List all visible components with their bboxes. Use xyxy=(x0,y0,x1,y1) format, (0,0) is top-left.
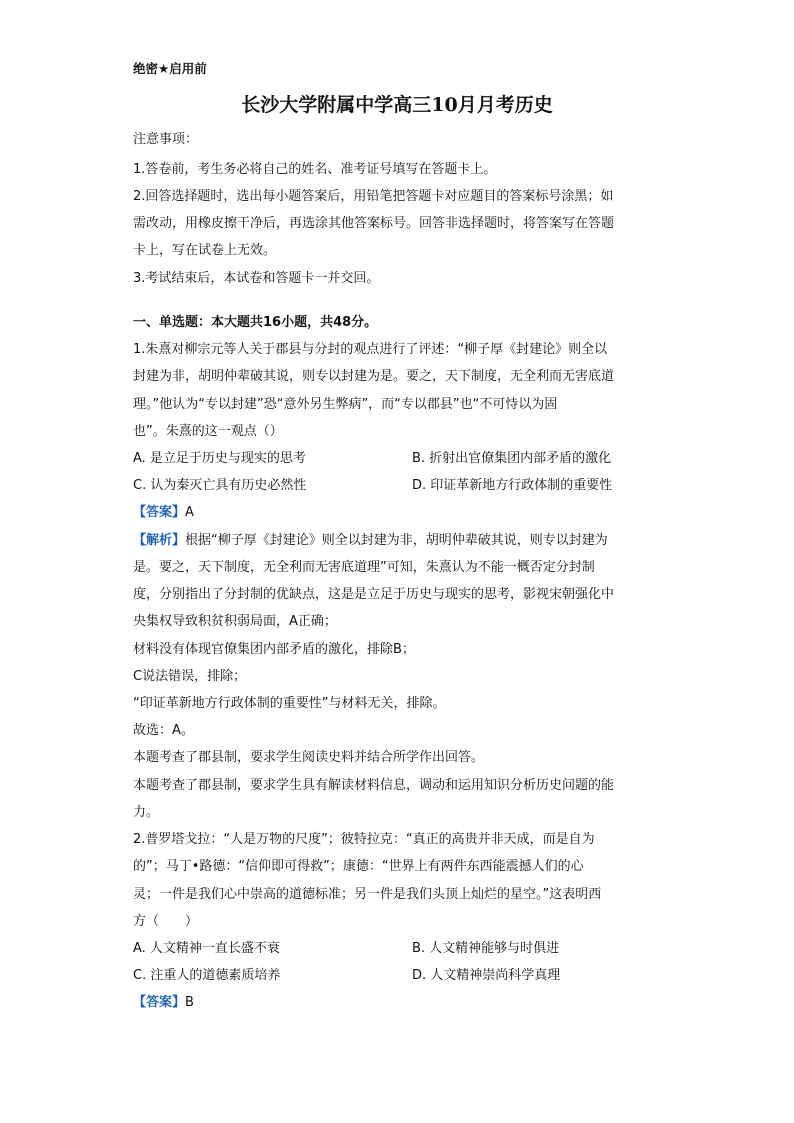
q1-analysis-line: “印证革新地方行政体制的重要性”与材料无关，排除。 xyxy=(133,696,446,711)
q1-option-d: D. 印证革新地方行政体制的重要性 xyxy=(412,478,613,493)
q1-analysis-line: 度，分别指出了分封制的优缺点，这是是立足于历史与现实的思考，影视宋朝强化中 xyxy=(133,587,615,602)
q1-analysis-line: 是。要之，天下制度，无全利而无害底道理”可知，朱熹认为不能一概否定分封制 xyxy=(133,560,595,575)
q2-stem-line: 2.普罗塔戈拉：“人是万物的尺度”；彼特拉克：“真正的高贵并非天成，而是自为 xyxy=(133,832,595,847)
q1-option-b: B. 折射出官僚集团内部矛盾的激化 xyxy=(412,451,612,466)
page-title: 长沙大学附属中学高三10月月考历史 xyxy=(241,94,553,116)
q1-analysis-line: C说法错误，排除； xyxy=(133,669,247,684)
q1-stem-line: 也”。朱熹的这一观点（） xyxy=(133,424,283,439)
answer-value: B xyxy=(185,995,194,1010)
notice-heading: 注意事项： xyxy=(133,132,199,147)
analysis-text: 根据“柳子厚《封建论》则全以封建为非，胡明仲辈破其说，则专以封建为 xyxy=(185,533,608,548)
q2-answer xyxy=(133,994,194,1012)
q1-analysis-line xyxy=(133,532,608,550)
section-heading: 一、单选题：本大题共16小题，共48分。 xyxy=(133,315,378,330)
q1-analysis-line: 力。 xyxy=(133,805,160,820)
q2-option-a: A. 人文精神一直长盛不衰 xyxy=(133,941,280,956)
q1-analysis-line: 央集权导致积贫积弱局面，A正确； xyxy=(133,614,337,629)
q1-answer xyxy=(133,504,194,522)
q2-stem-line: 灵；一件是我们心中崇高的道德标准；另一件是我们头顶上灿烂的星空。”这表明西 xyxy=(133,887,602,902)
q2-option-b: B. 人文精神能够与时俱进 xyxy=(412,941,560,956)
notice-line: 1.答卷前，考生务必将自己的姓名、准考证号填写在答题卡上。 xyxy=(133,162,497,177)
secret-mark: 绝密★启用前 xyxy=(133,61,207,76)
q2-stem-line: 方（ ） xyxy=(133,914,199,929)
q2-stem-line: 的”；马丁•路德：“信仰即可得救”；康德：“世界上有两件东西能震撼人们的心 xyxy=(133,859,584,874)
answer-value: A xyxy=(185,505,194,520)
q1-analysis-line: 材料没有体现官僚集团内部矛盾的激化，排除B； xyxy=(133,642,415,657)
notice-line: 需改动，用橡皮擦干净后，再选涂其他答案标号。回答非选择题时，将答案写在答题 xyxy=(133,216,615,231)
q1-stem-line: 理。”他认为“专以封建”恐“意外另生弊病”，而“专以郡县”也“不可恃以为固 xyxy=(133,397,558,412)
q1-analysis-line: 故选：A。 xyxy=(133,723,194,738)
q1-option-a: A. 是立足于历史与现实的思考 xyxy=(133,451,306,466)
q2-option-c: C. 注重人的道德素质培养 xyxy=(133,968,281,983)
notice-line: 3.考试结束后，本试卷和答题卡一并交回。 xyxy=(133,271,380,286)
notice-line: 2.回答选择题时，选出每小题答案后，用铅笔把答题卡对应题目的答案标号涂黑；如 xyxy=(133,189,614,204)
q1-analysis-line: 本题考查了郡县制，要求学生具有解读材料信息，调动和运用知识分析历史问题的能 xyxy=(133,778,615,793)
analysis-tag: 【解析】 xyxy=(133,533,186,548)
answer-tag: 【答案】 xyxy=(133,995,186,1010)
q1-stem-line: 封建为非，胡明仲辈破其说，则专以封建为是。要之，天下制度，无全利而无害底道 xyxy=(133,369,615,384)
q1-option-c: C. 认为秦灭亡具有历史必然性 xyxy=(133,478,307,493)
answer-tag: 【答案】 xyxy=(133,505,186,520)
q1-analysis-line: 本题考查了郡县制，要求学生阅读史料并结合所学作出回答。 xyxy=(133,750,485,765)
notice-line: 卡上，写在试卷上无效。 xyxy=(133,243,277,258)
q2-option-d: D. 人文精神崇尚科学真理 xyxy=(412,968,561,983)
q1-stem-line: 1.朱熹对柳宗元等人关于郡县与分封的观点进行了评述：“柳子厚《封建论》则全以 xyxy=(133,342,608,357)
